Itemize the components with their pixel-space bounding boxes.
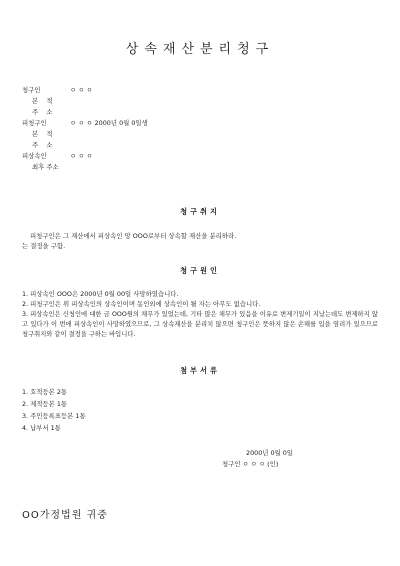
purpose-heading: 청구취지 xyxy=(180,207,220,216)
cause-item-3: 3. 피상속인은 신청인에 대한 금 OOO원의 채무가 있었는데, 기타 많은 채무가 있음을 이유로 변제기일이 지났는데도 변제하지 않고 있다가 이 번에 피상속인이 사망하였으므로, 그 상속재산을 분리치 않으면 청구인은 뜻하지 않은 손해를 입을 염려가 있으므로 청구취지와 같이 결정을 구하는 바입니다. xyxy=(22,311,378,338)
signer-line: 청구인 ㅇ ㅇ ㅇ (인) xyxy=(222,460,279,468)
court-addressee: OO가정법원 귀중 xyxy=(22,510,108,521)
party-label-respondent: 피청구인 xyxy=(22,119,47,127)
party-value-respondent: ㅇ ㅇ ㅇ 2000년 0월 0일생 xyxy=(70,119,148,127)
attachment-item-2: 2. 제적등본 1통 xyxy=(22,400,68,408)
party-label-decedent: 피상속인 xyxy=(22,152,47,160)
document-title: 상속재산분리청구 xyxy=(125,42,275,57)
purpose-line-2: 는 결정을 구함. xyxy=(22,242,66,250)
party-label-last-address: 최후 주소 xyxy=(32,163,59,171)
party-label-domicile-2: 본 적 xyxy=(32,130,56,138)
party-label-address-2: 주 소 xyxy=(32,141,56,149)
party-label-claimant: 청구인 xyxy=(22,86,41,94)
party-label-domicile-1: 본 적 xyxy=(32,97,56,105)
cause-item-2: 2. 피청구인은 위 피상속인의 상속인이며 동인외에 상속인이 될 자는 아무도 없습니다. xyxy=(22,300,261,308)
party-value-claimant: ㅇ ㅇ ㅇ xyxy=(70,86,93,94)
attachment-item-4: 4. 납부서 1통 xyxy=(22,424,61,432)
party-value-decedent: ㅇ ㅇ ㅇ xyxy=(70,152,93,160)
attachment-item-3: 3. 주민등록표등본 1통 xyxy=(22,412,86,420)
party-label-address-1: 주 소 xyxy=(32,108,56,116)
purpose-line-1: 피청구인은 그 재산에서 피상속인 망 OOO로부터 상속할 재산을 분리하라. xyxy=(30,232,237,240)
cause-heading: 청구원인 xyxy=(180,266,220,275)
attachment-item-1: 1. 호적등본 2통 xyxy=(22,388,68,396)
cause-item-1: 1. 피상속인 OOO은 2000년 0월 00일 사망하였습니다. xyxy=(22,290,179,298)
attachments-heading: 첨부서류 xyxy=(180,366,220,375)
date-line: 2000년 0월 0일 xyxy=(246,449,293,457)
